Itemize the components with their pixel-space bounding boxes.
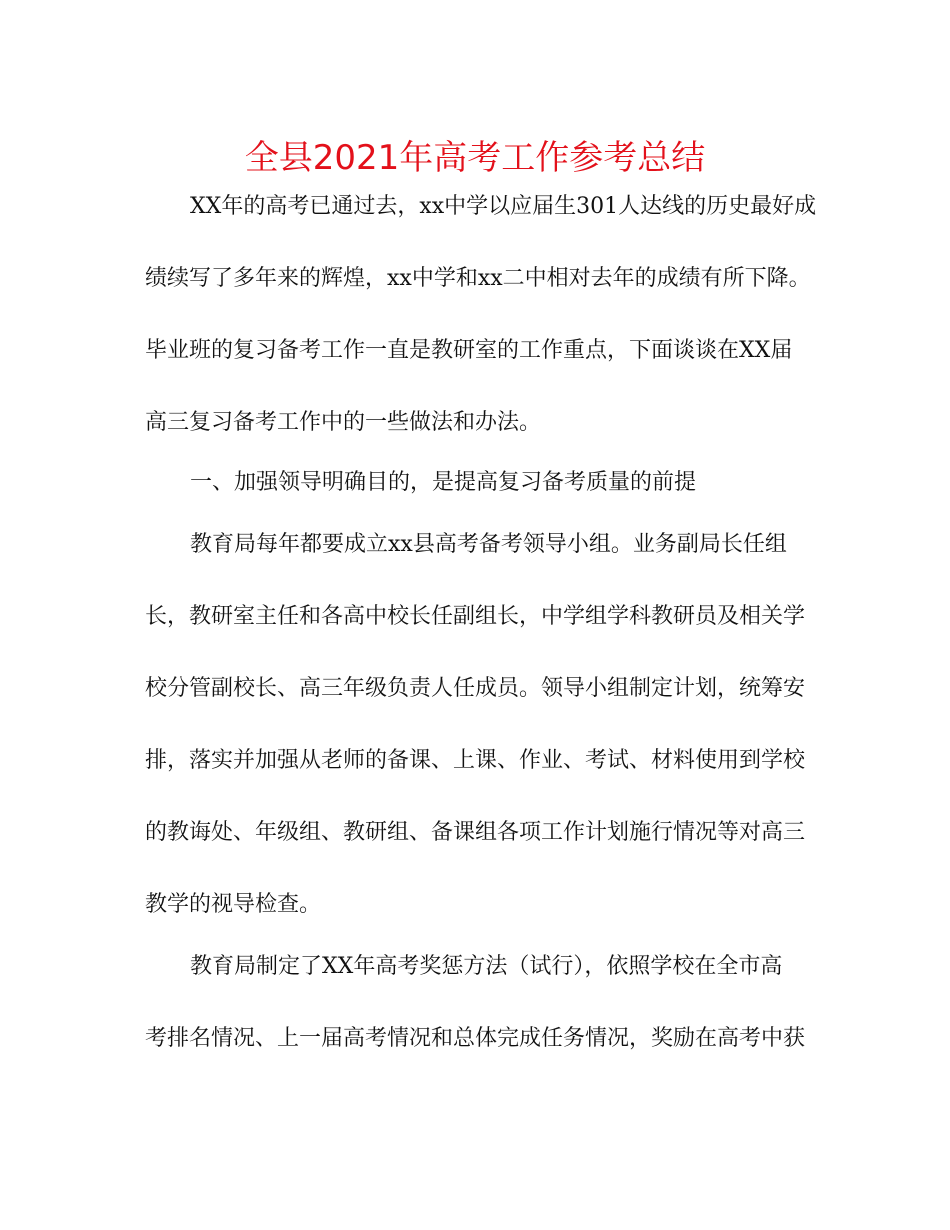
section-heading: 一、加强领导明确目的，是提高复习备考质量的前提 bbox=[190, 470, 697, 495]
paragraph-line: 的教诲处、年级组、教研组、备课组各项工作计划施行情况等对高三 bbox=[145, 820, 806, 845]
paragraph-line: 教育局制定了XX年高考奖惩方法（试行），依照学校在全市高 bbox=[190, 954, 783, 979]
paragraph-line: 教学的视导检查。 bbox=[145, 892, 322, 917]
paragraph-line: 教育局每年都要成立xx县高考备考领导小组。业务副局长任组 bbox=[190, 532, 787, 557]
paragraph-line: 绩续写了多年来的辉煌，xx中学和xx二中相对去年的成绩有所下降。 bbox=[145, 266, 811, 291]
document-title: 全县2021年高考工作参考总结 bbox=[244, 138, 706, 178]
paragraph-line: 考排名情况、上一届高考情况和总体完成任务情况，奖励在高考中获 bbox=[145, 1026, 806, 1051]
paragraph-line: 排，落实并加强从老师的备课、上课、作业、考试、材料使用到学校 bbox=[145, 748, 806, 773]
paragraph-line: 校分管副校长、高三年级负责人任成员。领导小组制定计划，统筹安 bbox=[145, 676, 806, 701]
paragraph-line: 高三复习备考工作中的一些做法和办法。 bbox=[145, 410, 542, 435]
paragraph-line: XX年的高考已通过去，xx中学以应届生301人达线的历史最好成 bbox=[190, 194, 817, 219]
paragraph-line: 长，教研室主任和各高中校长任副组长，中学组学科教研员及相关学 bbox=[145, 604, 806, 629]
paragraph-line: 毕业班的复习备考工作一直是教研室的工作重点，下面谈谈在XX届 bbox=[145, 338, 793, 363]
